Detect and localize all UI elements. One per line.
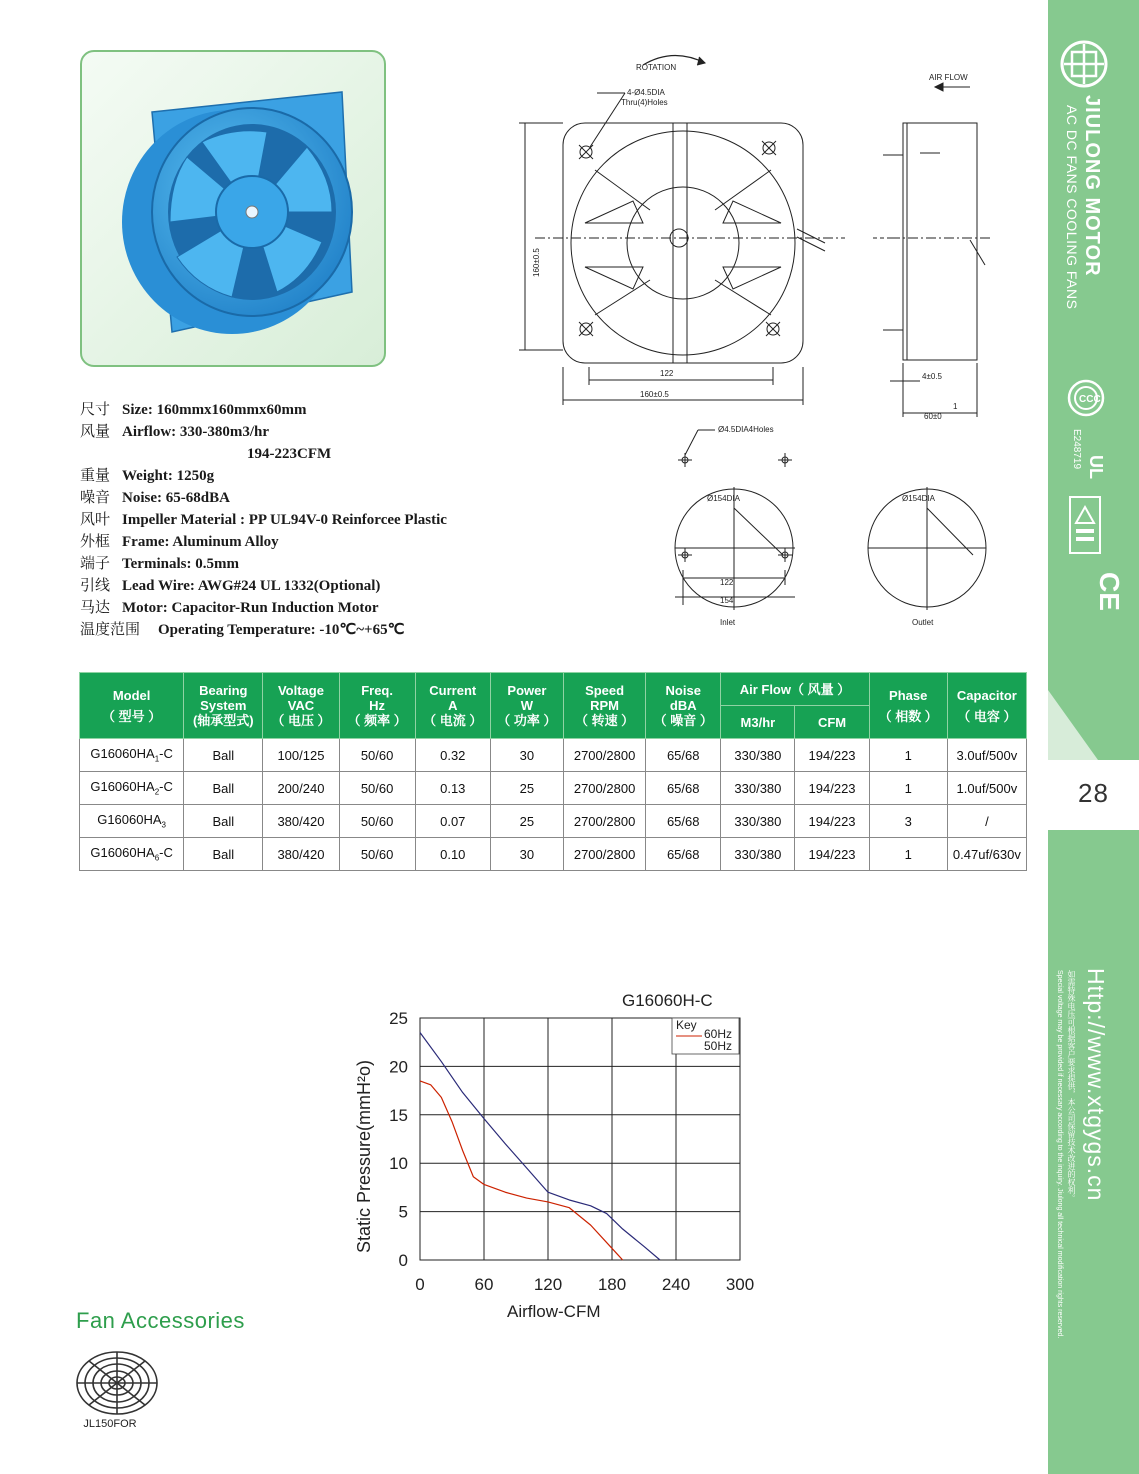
spec-value: Frame: Aluminum Alloy: [122, 534, 279, 550]
cell-model: [80, 772, 184, 805]
header-current-cn: （ 电流 ）: [423, 713, 483, 728]
y-tick-label: 5: [398, 1202, 408, 1222]
header-bearing-label: Bearing: [199, 683, 248, 698]
cell-capacitor: /: [947, 805, 1026, 838]
header-model: [80, 673, 184, 739]
y-tick-label: 15: [389, 1105, 408, 1125]
header-noise-cn: （ 噪音 ）: [653, 713, 713, 728]
cell-m3hr: 330/380: [721, 772, 795, 805]
header-voltage: [263, 673, 339, 739]
spec-value: Noise: 65-68dBA: [122, 490, 230, 506]
header-power: [490, 673, 563, 739]
page-number: 28: [1078, 778, 1109, 808]
cell-phase: 1: [869, 739, 947, 772]
outlet-diameter: Ø154DIA: [902, 494, 935, 503]
cell-model: [80, 739, 184, 772]
header-noise-unit: dBA: [669, 698, 697, 713]
header-freq: [339, 673, 415, 739]
y-tick-label: 20: [389, 1057, 408, 1077]
cell-speed: 2700/2800: [563, 838, 645, 871]
cell-current: 0.10: [415, 838, 490, 871]
cell-bearing: Ball: [184, 739, 263, 772]
holes-label: 4-Ø4.5DIA: [627, 88, 665, 97]
spec-label-cn: 尺寸: [80, 402, 111, 418]
ccc-cert-icon: [1066, 378, 1106, 418]
dimension-160: 160±0.5: [640, 390, 669, 399]
spec-airflow: [80, 421, 447, 443]
fan-guard-icon: [72, 1350, 162, 1416]
model-suffix: -C: [159, 746, 173, 762]
cell-cfm: 194/223: [795, 838, 869, 871]
cell-speed: 2700/2800: [563, 739, 645, 772]
ce-mark-icon: [1068, 568, 1125, 616]
dimension-154: 154: [720, 596, 734, 605]
spec-impeller: [80, 509, 447, 531]
model-base: G16060HA: [90, 746, 155, 762]
header-power-cn: （ 功率 ）: [497, 713, 557, 728]
x-tick-label: 120: [533, 1275, 563, 1294]
model-suffix: -C: [159, 779, 173, 795]
spec-label-cn: 引线: [80, 578, 111, 594]
spec-weight: [80, 465, 447, 487]
cell-capacitor: 1.0uf/500v: [947, 772, 1026, 805]
holes-thru-label: Thru(4)Holes: [621, 98, 668, 107]
header-phase: [869, 673, 947, 739]
model-subscript: 6: [154, 853, 160, 863]
cell-noise: 65/68: [646, 805, 721, 838]
chart-ylabel: Static Pressure(mmH²o): [354, 1059, 374, 1253]
cell-bearing: Ball: [184, 772, 263, 805]
cell-bearing: Ball: [184, 838, 263, 871]
cell-cfm: 194/223: [795, 805, 869, 838]
header-speed-cn: （ 转速 ）: [574, 713, 635, 728]
tuv-cert-icon: [1066, 495, 1108, 557]
cell-speed: 2700/2800: [563, 772, 645, 805]
table-row: [80, 838, 1027, 871]
cell-model: [80, 838, 184, 871]
header-bearing: [184, 673, 263, 739]
svg-text:CCC: CCC: [1079, 394, 1101, 405]
spec-lead-wire: [80, 575, 447, 597]
x-tick-label: 0: [415, 1275, 425, 1294]
dimension-122: 122: [660, 369, 674, 378]
dimension-4: 4±0.5: [922, 372, 942, 381]
header-capacitor: [947, 673, 1026, 739]
x-tick-label: 60: [474, 1275, 494, 1294]
header-power-unit: W: [520, 698, 534, 713]
fan-photo-icon: [82, 52, 384, 365]
spec-label-cn: 温度范围: [80, 622, 141, 638]
header-model-label: Model: [112, 687, 151, 703]
cell-m3hr: 330/380: [721, 805, 795, 838]
cell-noise: 65/68: [646, 772, 721, 805]
spec-label-cn: 马达: [80, 600, 111, 616]
cell-m3hr: 330/380: [721, 838, 795, 871]
cell-current: 0.07: [415, 805, 490, 838]
cell-power: 30: [490, 838, 563, 871]
cell-freq: 50/60: [339, 739, 415, 772]
spec-value: Operating Temperature: -10℃~+65℃: [158, 622, 405, 638]
table-row: [80, 805, 1027, 838]
legend-label-60hz: 60Hz: [704, 1027, 733, 1041]
cell-power: 30: [490, 739, 563, 772]
cell-phase: 3: [869, 805, 947, 838]
cell-current: 0.32: [415, 739, 490, 772]
spec-terminals: [80, 553, 447, 575]
svg-text:CE: CE: [1094, 572, 1125, 611]
spec-value: Size: 160mmx160mmx60mm: [122, 402, 307, 418]
dimension-60: 60±0: [924, 412, 942, 421]
spec-list: [80, 399, 447, 641]
spec-value: 194-223CFM: [247, 446, 332, 462]
series-line-60hz: [420, 1081, 623, 1260]
cell-noise: 65/68: [646, 838, 721, 871]
performance-chart: [345, 988, 775, 1323]
brand-logo-icon: [1058, 38, 1110, 90]
spec-temperature: [80, 619, 447, 641]
spec-label-cn: 噪音: [80, 490, 111, 506]
model-base: G16060HA: [90, 779, 155, 795]
cell-freq: 50/60: [339, 772, 415, 805]
cell-freq: 50/60: [339, 805, 415, 838]
header-freq-cn: （ 频率 ）: [347, 713, 407, 728]
header-speed: [563, 673, 645, 739]
header-phase-label: Phase: [889, 687, 928, 703]
cell-cfm: 194/223: [795, 739, 869, 772]
table-row: [80, 772, 1027, 805]
product-photo-frame: [80, 50, 386, 367]
spec-value: Motor: Capacitor-Run Induction Motor: [122, 600, 379, 616]
header-noise: [646, 673, 721, 739]
model-subscript: 3: [161, 820, 166, 830]
chart-legend: [672, 1018, 739, 1054]
cell-phase: 1: [869, 772, 947, 805]
y-tick-label: 25: [389, 1009, 408, 1028]
spec-value: Weight: 1250g: [122, 468, 215, 484]
header-bearing-cn: (轴承型式): [192, 713, 254, 728]
x-tick-label: 180: [597, 1275, 627, 1294]
header-model-cn: （ 型号 ）: [101, 708, 162, 724]
header-capacitor-cn: （ 电容 ）: [957, 708, 1017, 724]
y-tick-label: 0: [398, 1251, 408, 1270]
rotation-label: ROTATION: [636, 63, 677, 72]
accessories-title: Fan Accessories: [76, 1308, 245, 1333]
x-tick-label: 300: [725, 1275, 755, 1294]
spec-value: Terminals: 0.5mm: [122, 556, 239, 572]
dimension-122b: 122: [720, 578, 734, 587]
header-airflow: Air Flow（ 风量 ）: [721, 673, 869, 706]
y-tick-label: 10: [389, 1154, 408, 1174]
spec-airflow-cfm: [80, 443, 447, 465]
inlet-label: Inlet: [720, 618, 736, 627]
cell-current: 0.13: [415, 772, 490, 805]
holes-4-label: Ø4.5DIA4Holes: [718, 425, 774, 434]
model-base: G16060HA: [97, 812, 162, 828]
spec-label-cn: 端子: [80, 556, 111, 572]
header-bearing-label2: System: [200, 698, 247, 713]
cell-power: 25: [490, 772, 563, 805]
x-tick-label: 240: [661, 1275, 691, 1294]
website-url[interactable]: Http://www.xtgygs.cn: [1083, 968, 1109, 1202]
cell-power: 25: [490, 805, 563, 838]
outlet-label: Outlet: [912, 618, 934, 627]
header-capacitor-label: Capacitor: [956, 687, 1017, 703]
cell-freq: 50/60: [339, 838, 415, 871]
height-dimension: 160±0.5: [532, 248, 541, 277]
front-view-ring: [571, 131, 795, 355]
note-chinese: 如需特殊电压可根据客户要求提供，本公司保留技术改进的权利。: [1067, 970, 1076, 1202]
header-power-label: Power: [507, 683, 547, 698]
header-voltage-label: Voltage: [277, 683, 324, 698]
model-suffix: -C: [159, 845, 173, 861]
header-voltage-cn: （ 电压 ）: [271, 713, 331, 728]
chart-xlabel: Airflow-CFM: [507, 1302, 601, 1321]
cell-voltage: 380/420: [263, 805, 339, 838]
ul-cert-icon: [1068, 425, 1108, 490]
cell-capacitor: 0.47uf/630v: [947, 838, 1026, 871]
header-current-label: Current: [429, 683, 477, 698]
cell-voltage: 380/420: [263, 838, 339, 871]
cell-voltage: 200/240: [263, 772, 339, 805]
cell-cfm: 194/223: [795, 772, 869, 805]
spec-frame: [80, 531, 447, 553]
legend-label-50hz: 50Hz: [704, 1039, 733, 1053]
header-phase-cn: （ 相数 ）: [878, 708, 938, 724]
cell-model: [80, 805, 184, 838]
cell-phase: 1: [869, 838, 947, 871]
spec-label-cn: 重量: [80, 468, 111, 484]
model-subscript: 2: [154, 787, 160, 797]
header-current: [415, 673, 490, 739]
spec-label-cn: 外框: [80, 534, 111, 550]
cell-bearing: Ball: [184, 805, 263, 838]
spec-value: Airflow: 330-380m3/hr: [122, 424, 270, 440]
spec-value: Lead Wire: AWG#24 UL 1332(Optional): [122, 578, 381, 594]
chart-title: G16060H-C: [622, 991, 713, 1010]
header-freq-unit: Hz: [369, 698, 386, 713]
cell-capacitor: 3.0uf/500v: [947, 739, 1026, 772]
model-base: G16060HA: [90, 845, 155, 861]
header-voltage-unit: VAC: [287, 698, 315, 713]
spec-label-cn: 风量: [80, 424, 111, 440]
spec-size: [80, 399, 447, 421]
table-row: [80, 739, 1027, 772]
spec-label-cn: 风叶: [80, 512, 111, 528]
header-speed-label: Speed: [585, 683, 625, 698]
spec-motor: [80, 597, 447, 619]
brand-tagline: AC DC FANS COOLING FANS: [1064, 105, 1080, 310]
spec-value: Impeller Material : PP UL94V-0 Reinforcee Plastic: [122, 512, 447, 528]
legend-title: Key: [676, 1018, 697, 1032]
cell-noise: 65/68: [646, 739, 721, 772]
header-freq-label: Freq.: [361, 683, 393, 698]
header-cfm: CFM: [795, 706, 869, 739]
svg-text:UL: UL: [1086, 455, 1106, 479]
brand-name: JIULONG MOTOR: [1081, 95, 1103, 277]
note-english: Special voltage may be provided if necessary according to the inquiry. Jiulong all technical modification rights reserved.: [1056, 970, 1063, 1339]
ul-file-number: E248719: [1071, 429, 1082, 470]
cell-m3hr: 330/380: [721, 739, 795, 772]
technical-drawing: [515, 45, 990, 635]
accessory-model: JL150FOR: [83, 1418, 137, 1430]
inlet-diameter: Ø154DIA: [707, 494, 740, 503]
header-current-unit: A: [448, 698, 458, 713]
dimension-1: 1: [953, 402, 958, 411]
spec-table: [79, 672, 1027, 871]
airflow-label: AIR FLOW: [929, 73, 968, 82]
spec-noise: [80, 487, 447, 509]
header-m3hr: M3/hr: [721, 706, 795, 739]
cell-voltage: 100/125: [263, 739, 339, 772]
header-speed-unit: RPM: [590, 698, 620, 713]
model-subscript: 1: [154, 754, 160, 764]
cell-speed: 2700/2800: [563, 805, 645, 838]
header-noise-label: Noise: [665, 683, 701, 698]
